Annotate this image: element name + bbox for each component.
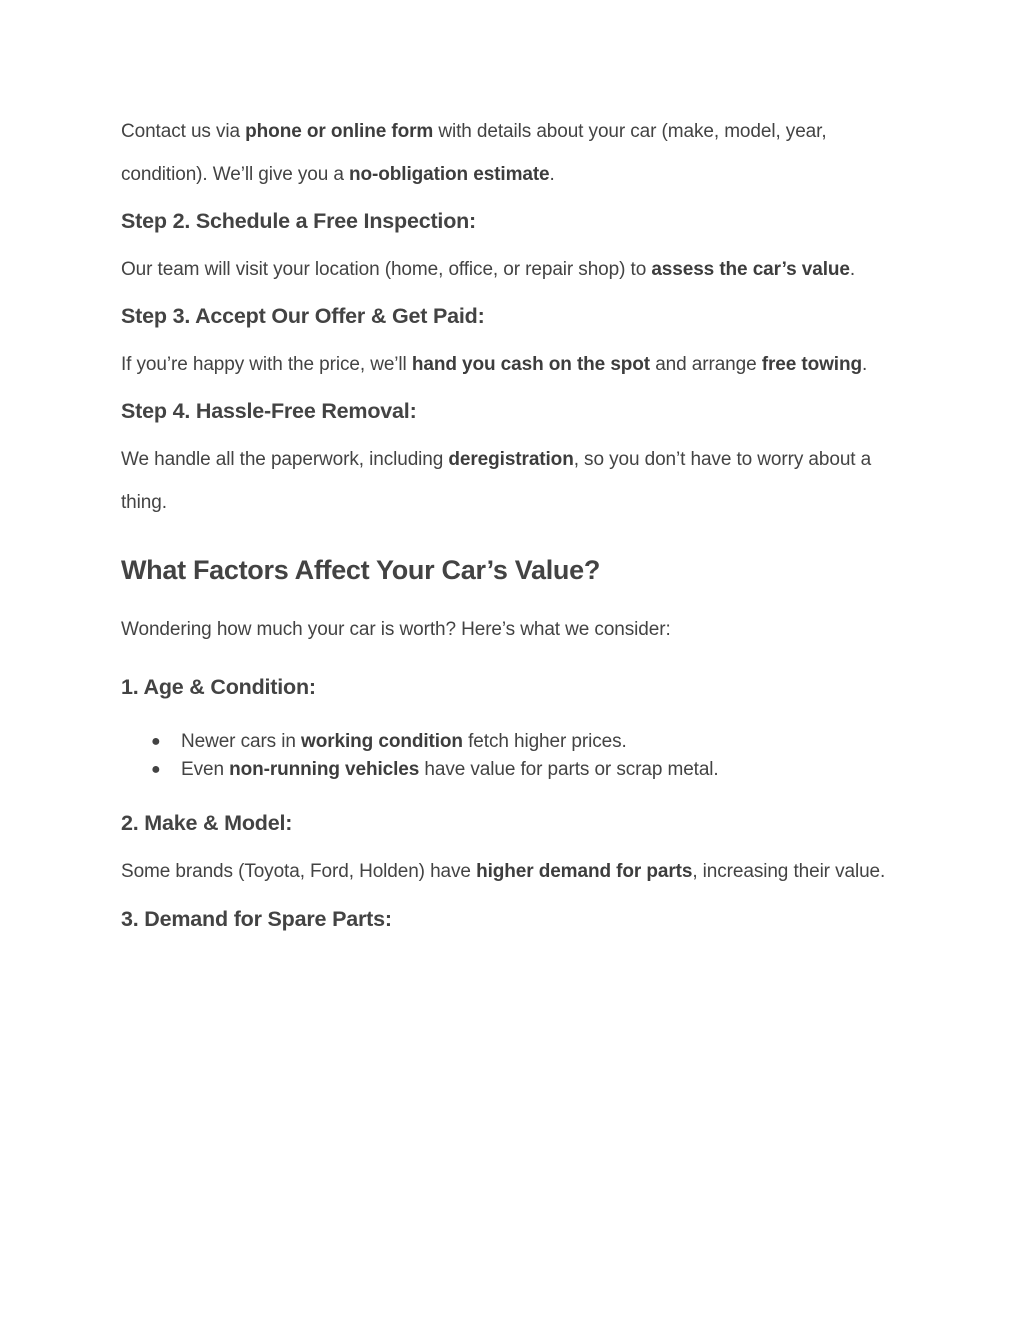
document-content (121, 110, 911, 934)
step3-heading: Step 3. Accept Our Offer & Get Paid: (121, 304, 485, 328)
text: , increasing their value. (692, 861, 886, 882)
bold-text: working condition (301, 731, 463, 752)
age-bullet-list (121, 728, 911, 784)
text: Newer cars in (181, 731, 302, 752)
bold-text: free towing (761, 354, 863, 375)
bold-text: assess the car’s value (651, 259, 850, 280)
text: . (862, 354, 868, 375)
text: Some brands (Toyota, Ford, Holden) have (121, 861, 477, 882)
step2-paragraph (121, 248, 911, 291)
make-heading: 2. Make & Model: (121, 811, 293, 835)
text: with details about your car (make, model, year, condition). We’ll give you a (121, 121, 827, 185)
make-paragraph (121, 850, 911, 893)
text: fetch higher prices. (462, 731, 627, 752)
bullet-icon: ● (151, 733, 161, 750)
step4-paragraph (121, 438, 911, 524)
text: . (849, 259, 856, 280)
step3-paragraph (121, 343, 911, 386)
bullet-icon: ● (151, 761, 161, 778)
text: Contact us via (121, 121, 246, 142)
step2-heading: Step 2. Schedule a Free Inspection: (121, 209, 477, 233)
text: . (549, 164, 555, 185)
text: have value for parts or scrap metal. (419, 759, 719, 780)
list-item (151, 728, 911, 756)
text: Our team will visit your location (home, office, or repair shop) to (121, 259, 652, 280)
text: , so you don’t have to worry about a thing. (121, 449, 872, 513)
intro-paragraph (121, 110, 911, 196)
text: and arrange (650, 354, 762, 375)
bold-text: phone or online form (245, 121, 434, 142)
list-item (151, 756, 911, 784)
demand-heading: 3. Demand for Spare Parts: (121, 907, 392, 931)
bold-text: hand you cash on the spot (411, 354, 651, 375)
bold-text: non-running vehicles (229, 759, 420, 780)
bold-text: deregistration (448, 449, 574, 470)
step4-heading: Step 4. Hassle-Free Removal: (121, 399, 417, 423)
bold-text: no-obligation estimate (349, 164, 550, 185)
bold-text: higher demand for parts (476, 861, 693, 882)
factors-heading: What Factors Affect Your Car’s Value? (121, 555, 601, 585)
text: If you’re happy with the price, we’ll (121, 354, 412, 375)
age-heading: 1. Age & Condition: (121, 675, 316, 699)
text: We handle all the paperwork, including (121, 449, 449, 470)
factors-intro: Wondering how much your car is worth? Here’s what we consider: (121, 619, 671, 640)
text: Even (181, 759, 230, 780)
